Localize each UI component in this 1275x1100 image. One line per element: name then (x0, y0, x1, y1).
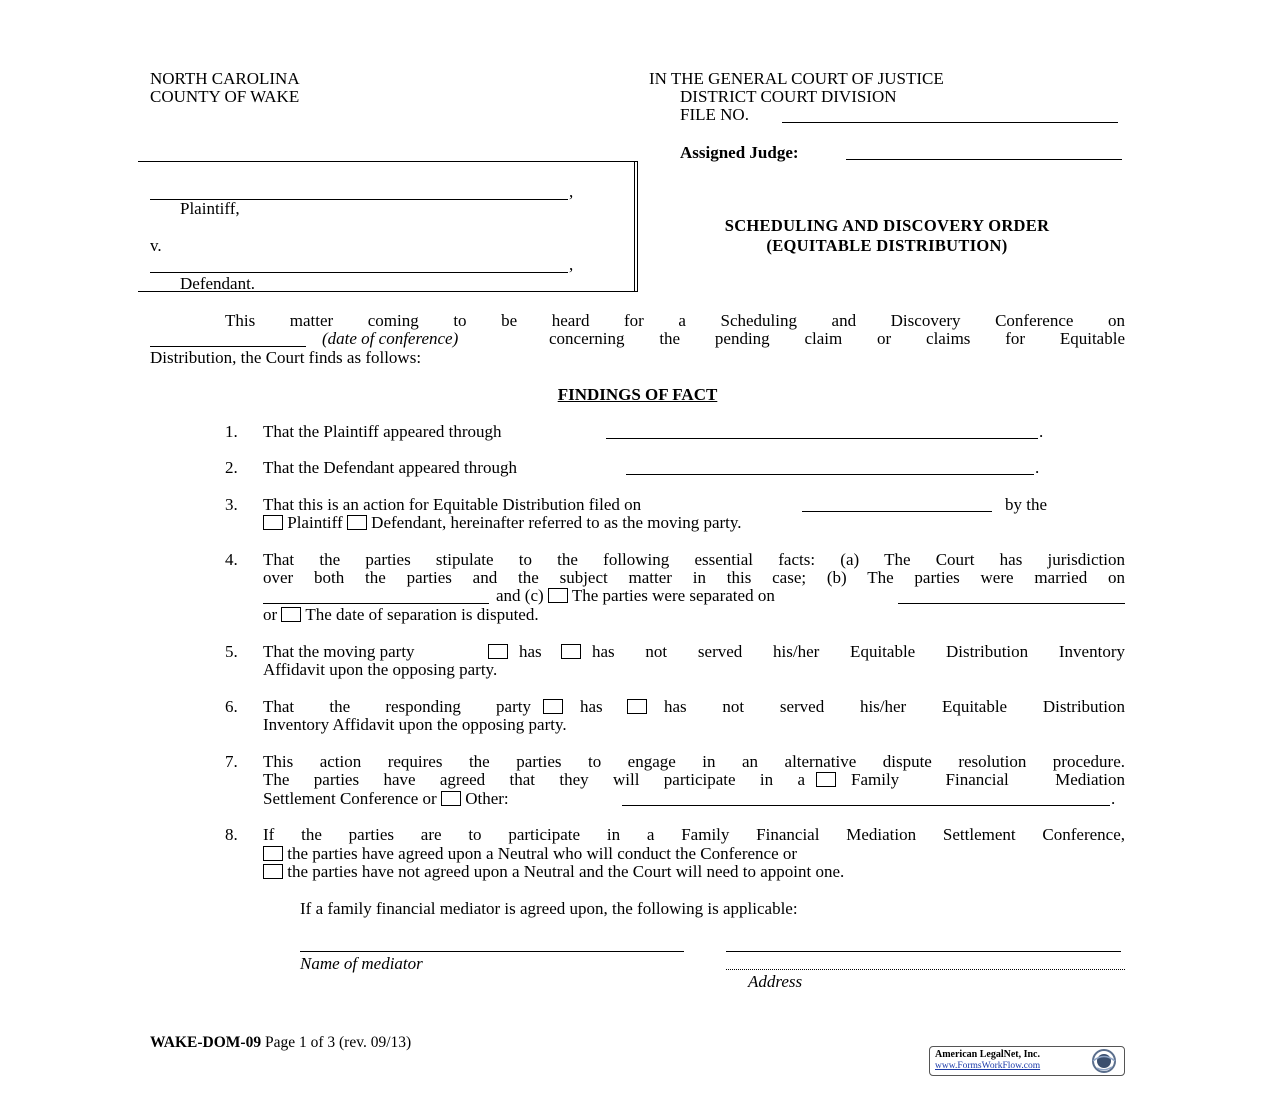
intro-line-3: Distribution, the Court finds as follows: (150, 348, 422, 367)
conference-date-field[interactable] (150, 346, 306, 347)
moving-party-has-checkbox[interactable] (488, 644, 508, 659)
intro-line-2: concerning the pending claim or claims for Equitable (549, 329, 1125, 348)
item-3-number: 3. (225, 495, 238, 514)
neutral-agreed-checkbox[interactable] (263, 846, 283, 861)
item-4-number: 4. (225, 550, 238, 569)
item-5-text-a: That the moving party (263, 642, 415, 661)
item-6-number: 6. (225, 697, 238, 716)
conference-date-hint: (date of conference) (322, 329, 459, 348)
moving-party-defendant-label: Defendant, hereinafter referred to as the moving party. (371, 513, 742, 532)
plaintiff-counsel-field[interactable] (606, 438, 1038, 439)
mediator-address-line-1[interactable] (726, 951, 1121, 952)
file-no-field[interactable] (782, 122, 1118, 123)
neutral-not-agreed-checkbox[interactable] (263, 864, 283, 879)
american-legalnet-logo[interactable] (929, 1046, 1125, 1076)
item-4-disputed-text: The date of separation is disputed. (305, 605, 539, 624)
other-adr-field[interactable] (622, 805, 1110, 806)
item-7-line-2-b: Family Financial Mediation (851, 770, 1125, 789)
form-id: WAKE-DOM-09 (150, 1034, 262, 1051)
defendant-comma: , (569, 255, 574, 274)
item-7-line-1: This action requires the parties to engage in an alternative dispute resolution procedure. (263, 752, 1125, 771)
item-8-line-1: If the parties are to participate in a Family Financial Mediation Settlement Conference, (263, 825, 1125, 844)
defendant-name-field[interactable] (150, 272, 568, 273)
plaintiff-comma: , (569, 182, 574, 201)
item-5-text-b: has (519, 642, 542, 661)
item-1-text: That the Plaintiff appeared through (263, 422, 502, 441)
assigned-judge-label: Assigned Judge: (680, 143, 799, 162)
neutral-not-agreed-label: the parties have not agreed upon a Neutral and the Court will need to appoint one. (287, 862, 845, 881)
globe-icon (1087, 1048, 1121, 1074)
item-4-line-2: over both the parties and the subject matter in this case; (b) The parties were married on (263, 568, 1125, 587)
item-7-line-2-a: The parties have agreed that they will participate in a (263, 770, 805, 789)
page-info: Page 1 of 3 (rev. 09/13) (264, 1034, 412, 1051)
document-title: SCHEDULING AND DISCOVERY ORDER (724, 216, 1050, 235)
item-7-other-label: Other: (465, 789, 509, 808)
findings-heading: FINDINGS OF FACT (557, 385, 718, 404)
separation-date-field[interactable] (898, 603, 1125, 604)
file-no-label: FILE NO. (680, 105, 749, 124)
assigned-judge-field[interactable] (846, 159, 1122, 160)
moving-party-defendant-checkbox[interactable] (347, 515, 367, 530)
item-7-end: . (1111, 789, 1116, 808)
item-8-number: 8. (225, 825, 238, 844)
caption-top-rule (138, 161, 638, 162)
marriage-date-field[interactable] (263, 603, 489, 604)
defendant-label: Defendant. (180, 274, 256, 293)
intro-line-1: This matter coming to be heard for a Scheduling and Discovery Conference on (225, 311, 1125, 330)
moving-party-plaintiff-label: Plaintiff (287, 513, 343, 532)
item-1-end: . (1039, 422, 1044, 441)
item-4-line-1: That the parties stipulate to the following essential facts: (a) The Court has jurisdiction (263, 550, 1125, 569)
defendant-counsel-field[interactable] (626, 474, 1034, 475)
logo-url[interactable]: www.FormsWorkFlow.com (935, 1061, 1041, 1071)
caption-right-rule-inner (634, 161, 635, 292)
item-6-text-b: has (580, 697, 603, 716)
item-7-number: 7. (225, 752, 238, 771)
separation-date-checkbox[interactable] (548, 588, 568, 603)
item-2-end: . (1035, 458, 1040, 477)
mediator-address-label: Address (748, 972, 803, 991)
moving-party-has-not-checkbox[interactable] (561, 644, 581, 659)
responding-party-has-checkbox[interactable] (543, 699, 563, 714)
court-division: DISTRICT COURT DIVISION (680, 87, 897, 106)
logo-company-name: American LegalNet, Inc. (935, 1049, 1040, 1060)
item-4-and-c: and (c) (496, 586, 544, 605)
item-6-text-c: has not served his/her Equitable Distribution (664, 697, 1125, 716)
neutral-agreed-label: the parties have agreed upon a Neutral who will conduct the Conference or (287, 844, 798, 863)
item-6-line-2: Inventory Affidavit upon the opposing party. (263, 715, 567, 734)
mediator-name-label: Name of mediator (300, 954, 423, 973)
item-5-number: 5. (225, 642, 238, 661)
mediator-intro: If a family financial mediator is agreed upon, the following is applicable: (300, 899, 798, 918)
item-1-number: 1. (225, 422, 238, 441)
document-subtitle: (EQUITABLE DISTRIBUTION) (766, 236, 1008, 255)
item-4-or: or (263, 605, 278, 624)
responding-party-has-not-checkbox[interactable] (627, 699, 647, 714)
mediator-name-field[interactable] (300, 951, 684, 952)
other-adr-checkbox[interactable] (441, 791, 461, 806)
court-name: IN THE GENERAL COURT OF JUSTICE (649, 69, 944, 88)
item-4-separated-text: The parties were separated on (571, 586, 775, 605)
item-5-line-2: Affidavit upon the opposing party. (263, 660, 498, 679)
item-3-text-b: by the (1005, 495, 1048, 514)
caption-right-rule-outer (637, 161, 638, 292)
plaintiff-label: Plaintiff, (180, 199, 240, 218)
item-6-text-a: That the responding party (263, 697, 531, 716)
versus-label: v. (150, 236, 162, 255)
item-2-number: 2. (225, 458, 238, 477)
ffm-settlement-checkbox[interactable] (816, 772, 836, 787)
moving-party-plaintiff-checkbox[interactable] (263, 515, 283, 530)
item-5-text-c: has not served his/her Equitable Distribution Inventory (592, 642, 1125, 661)
mediator-address-line-2[interactable] (726, 969, 1125, 970)
item-3-text-a: That this is an action for Equitable Distribution filed on (263, 495, 642, 514)
item-7-line-3-a: Settlement Conference or (263, 789, 437, 808)
filed-on-date-field[interactable] (802, 511, 992, 512)
item-2-text: That the Defendant appeared through (263, 458, 517, 477)
county-name: COUNTY OF WAKE (150, 87, 300, 106)
state-name: NORTH CAROLINA (150, 69, 300, 88)
separation-disputed-checkbox[interactable] (281, 607, 301, 622)
